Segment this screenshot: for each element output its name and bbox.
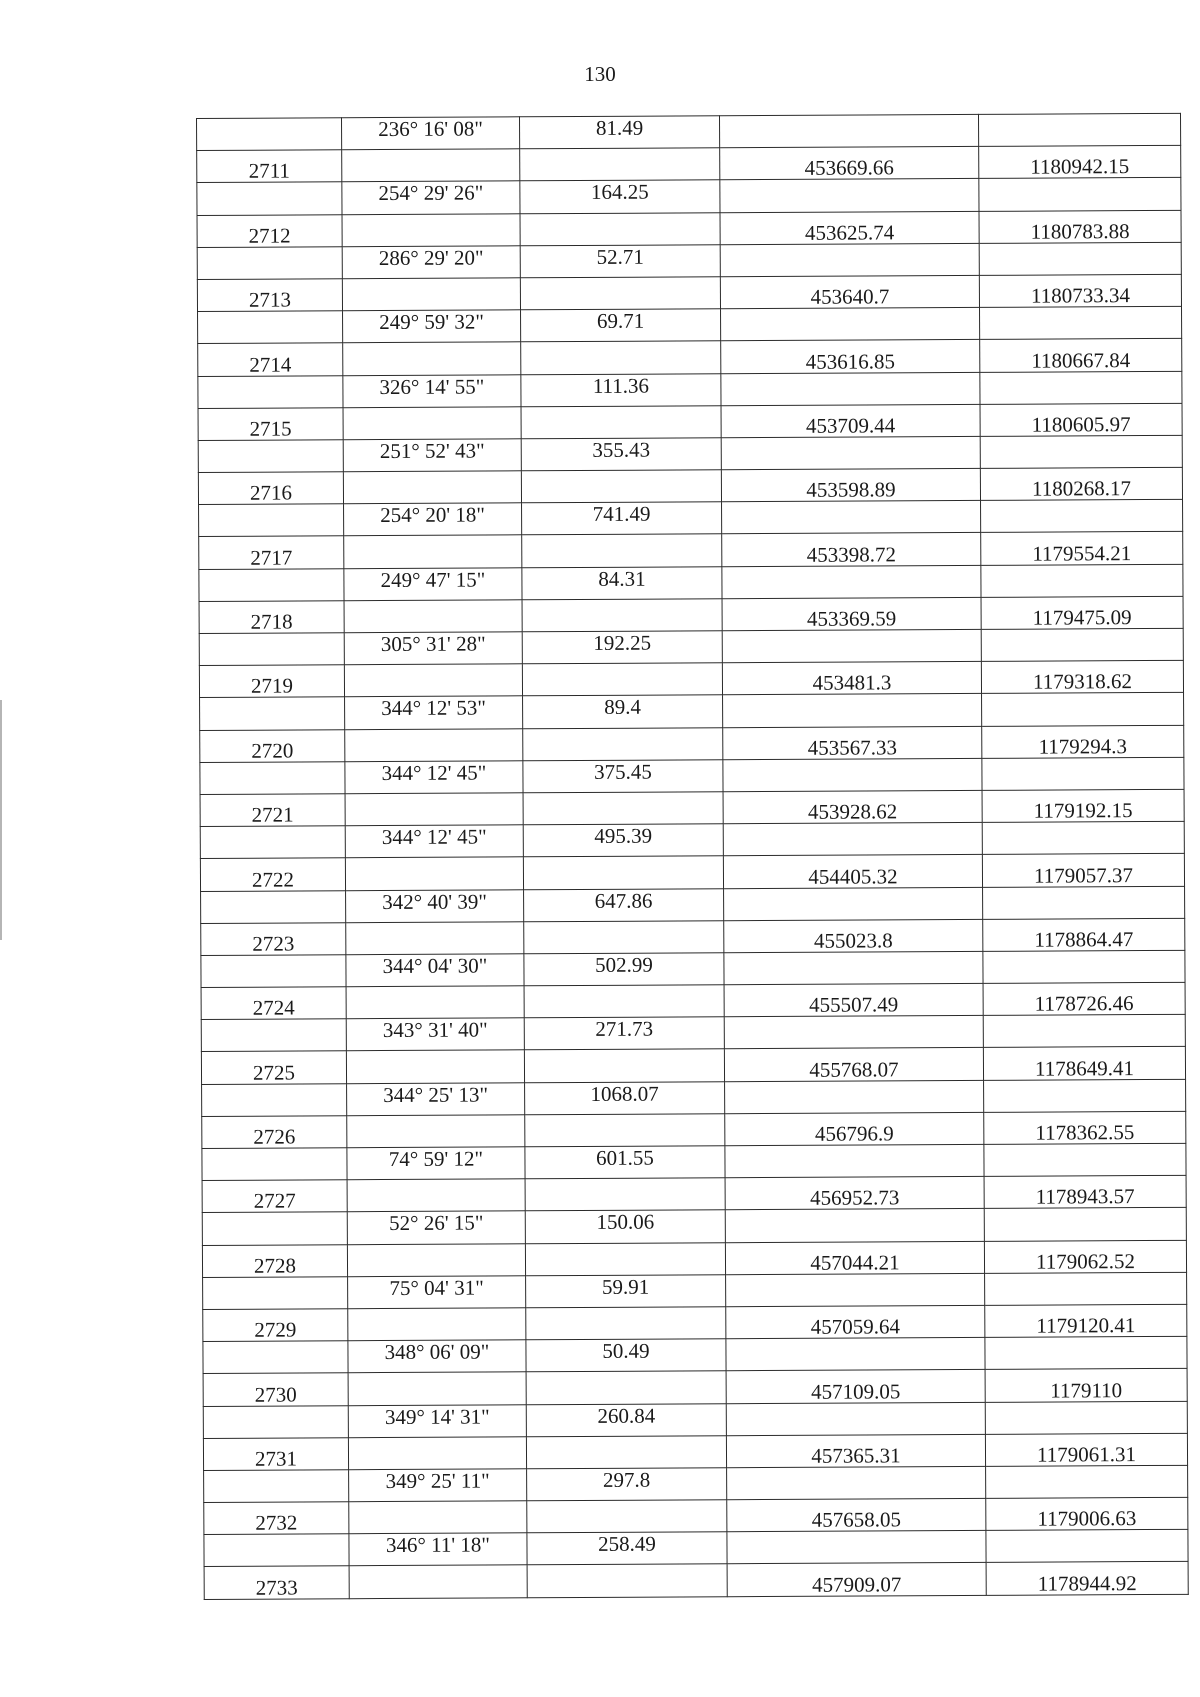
distance-cell bbox=[526, 1435, 726, 1468]
northing-cell: 457909.07 bbox=[727, 1563, 986, 1597]
easting-cell: 1178864.47 bbox=[983, 918, 1185, 951]
northing-cell: 453598.89 bbox=[721, 468, 980, 502]
distance-cell bbox=[522, 663, 722, 696]
table-row bbox=[200, 725, 1184, 762]
table-row bbox=[201, 886, 1185, 923]
table-row bbox=[202, 1208, 1186, 1245]
bearing-cell bbox=[343, 471, 521, 504]
point-cell: 2716 bbox=[198, 472, 343, 505]
bearing-cell: 249° 59' 32" bbox=[343, 310, 521, 343]
northing-cell bbox=[719, 114, 978, 148]
bearing-cell: 348° 06' 09" bbox=[348, 1340, 526, 1373]
easting-cell: 1179006.63 bbox=[986, 1497, 1188, 1530]
northing-cell: 456796.9 bbox=[725, 1112, 984, 1146]
point-cell bbox=[204, 1534, 349, 1567]
distance-cell bbox=[524, 920, 724, 953]
distance-cell bbox=[525, 1178, 725, 1211]
easting-cell: 1180667.84 bbox=[980, 339, 1182, 372]
northing-cell: 456952.73 bbox=[725, 1177, 984, 1211]
bearing-cell bbox=[348, 1308, 526, 1341]
northing-cell: 453616.85 bbox=[721, 340, 980, 374]
bearing-cell bbox=[344, 664, 522, 697]
northing-cell bbox=[727, 1531, 986, 1565]
table-row bbox=[200, 693, 1184, 730]
point-cell: 2723 bbox=[201, 922, 346, 955]
distance-cell bbox=[522, 534, 722, 567]
bearing-cell: 344° 04' 30" bbox=[346, 954, 524, 987]
table-row bbox=[202, 1176, 1186, 1213]
table-row bbox=[198, 435, 1182, 472]
point-cell bbox=[198, 375, 343, 408]
point-cell bbox=[197, 182, 342, 215]
northing-cell bbox=[723, 823, 982, 857]
distance-cell: 260.84 bbox=[526, 1403, 726, 1436]
distance-cell bbox=[523, 792, 723, 825]
point-cell: 2726 bbox=[202, 1116, 347, 1149]
easting-cell bbox=[981, 500, 1183, 533]
easting-cell bbox=[979, 178, 1181, 211]
point-cell bbox=[199, 504, 344, 537]
distance-cell bbox=[524, 1049, 724, 1082]
distance-cell bbox=[520, 212, 720, 245]
distance-cell bbox=[524, 985, 724, 1018]
distance-cell: 89.4 bbox=[523, 695, 723, 728]
northing-cell: 457658.05 bbox=[727, 1498, 986, 1532]
bearing-cell bbox=[345, 728, 523, 761]
point-cell bbox=[204, 1470, 349, 1503]
northing-cell: 457109.05 bbox=[726, 1370, 985, 1404]
point-cell: 2728 bbox=[202, 1244, 347, 1277]
distance-cell: 502.99 bbox=[524, 953, 724, 986]
northing-cell bbox=[720, 243, 979, 277]
bearing-cell: 349° 25' 11" bbox=[349, 1469, 527, 1502]
point-cell: 2724 bbox=[201, 987, 346, 1020]
northing-cell: 453369.59 bbox=[722, 597, 981, 631]
table-row bbox=[197, 113, 1181, 150]
table-row bbox=[202, 1240, 1186, 1277]
table-row bbox=[198, 403, 1182, 440]
distance-cell: 50.49 bbox=[526, 1339, 726, 1372]
table-row bbox=[199, 661, 1183, 698]
distance-cell bbox=[522, 599, 722, 632]
bearing-cell bbox=[342, 213, 520, 246]
point-cell bbox=[203, 1341, 348, 1374]
northing-cell: 453481.3 bbox=[722, 662, 981, 696]
table-row bbox=[199, 500, 1183, 537]
northing-cell: 453928.62 bbox=[723, 790, 982, 824]
bearing-cell: 349° 14' 31" bbox=[348, 1404, 526, 1437]
easting-cell bbox=[984, 1208, 1186, 1241]
bearing-cell: 75° 04' 31" bbox=[348, 1276, 526, 1309]
easting-cell: 1178944.92 bbox=[986, 1562, 1188, 1595]
point-cell: 2732 bbox=[204, 1502, 349, 1535]
table-row bbox=[200, 789, 1184, 826]
point-cell: 2711 bbox=[197, 150, 342, 183]
table-row bbox=[201, 950, 1185, 987]
distance-cell bbox=[521, 470, 721, 503]
point-cell: 2719 bbox=[199, 665, 344, 698]
bearing-cell bbox=[347, 1243, 525, 1276]
point-cell bbox=[201, 1019, 346, 1052]
table-row bbox=[202, 1111, 1186, 1148]
point-cell bbox=[199, 633, 344, 666]
northing-cell: 453398.72 bbox=[722, 533, 981, 567]
scan-edge-mark bbox=[0, 700, 2, 940]
easting-cell bbox=[980, 435, 1182, 468]
easting-cell: 1178649.41 bbox=[983, 1047, 1185, 1080]
northing-cell bbox=[724, 887, 983, 921]
bearing-cell bbox=[349, 1565, 527, 1598]
point-cell: 2715 bbox=[198, 407, 343, 440]
point-cell: 2720 bbox=[200, 729, 345, 762]
bearing-cell bbox=[347, 1179, 525, 1212]
bearing-cell bbox=[342, 149, 520, 182]
table-row bbox=[203, 1304, 1187, 1341]
table-row bbox=[203, 1272, 1187, 1309]
distance-cell bbox=[527, 1500, 727, 1533]
point-cell bbox=[201, 890, 346, 923]
northing-cell: 453625.74 bbox=[720, 211, 979, 245]
bearing-cell bbox=[346, 986, 524, 1019]
table-row bbox=[199, 628, 1183, 665]
northing-cell bbox=[721, 372, 980, 406]
bearing-cell bbox=[349, 1501, 527, 1534]
table-row bbox=[199, 532, 1183, 569]
easting-cell bbox=[980, 371, 1182, 404]
easting-cell bbox=[986, 1530, 1188, 1563]
northing-cell: 457365.31 bbox=[726, 1434, 985, 1468]
northing-cell: 457044.21 bbox=[725, 1241, 984, 1275]
northing-cell bbox=[722, 629, 981, 663]
bearing-cell bbox=[346, 1050, 524, 1083]
bearing-cell: 344° 25' 13" bbox=[347, 1082, 525, 1115]
page-number: 130 bbox=[584, 62, 616, 86]
distance-cell bbox=[525, 1242, 725, 1275]
table-row bbox=[200, 821, 1184, 858]
easting-cell bbox=[983, 950, 1185, 983]
northing-cell: 453567.33 bbox=[723, 726, 982, 760]
easting-cell bbox=[982, 693, 1184, 726]
bearing-cell: 254° 29' 26" bbox=[342, 181, 520, 214]
easting-cell: 1179062.52 bbox=[984, 1240, 1186, 1273]
point-cell: 2731 bbox=[203, 1437, 348, 1470]
easting-cell: 1179061.31 bbox=[985, 1433, 1187, 1466]
table-row bbox=[198, 371, 1182, 408]
distance-cell bbox=[526, 1307, 726, 1340]
point-cell: 2721 bbox=[200, 794, 345, 827]
distance-cell: 375.45 bbox=[523, 760, 723, 793]
distance-cell: 495.39 bbox=[523, 824, 723, 857]
easting-cell bbox=[979, 242, 1181, 275]
point-cell bbox=[200, 761, 345, 794]
table-row bbox=[197, 178, 1181, 215]
bearing-cell bbox=[343, 342, 521, 375]
table-row bbox=[197, 146, 1181, 183]
distance-cell bbox=[527, 1564, 727, 1597]
bearing-cell bbox=[348, 1372, 526, 1405]
table-row bbox=[201, 918, 1185, 955]
northing-cell: 453709.44 bbox=[721, 404, 980, 438]
easting-cell: 1178943.57 bbox=[984, 1176, 1186, 1209]
point-cell bbox=[202, 1083, 347, 1116]
distance-cell bbox=[520, 148, 720, 181]
bearing-cell bbox=[347, 1115, 525, 1148]
easting-cell bbox=[980, 306, 1182, 339]
table-row bbox=[198, 467, 1182, 504]
distance-cell: 601.55 bbox=[525, 1146, 725, 1179]
bearing-cell: 249° 47' 15" bbox=[344, 567, 522, 600]
northing-cell bbox=[725, 1209, 984, 1243]
distance-cell bbox=[521, 405, 721, 438]
table-row bbox=[199, 596, 1183, 633]
bearing-cell: 343° 31' 40" bbox=[346, 1018, 524, 1051]
point-cell: 2718 bbox=[199, 601, 344, 634]
easting-cell: 1180605.97 bbox=[980, 403, 1182, 436]
table-row bbox=[197, 210, 1181, 247]
point-cell: 2725 bbox=[201, 1051, 346, 1084]
distance-cell: 355.43 bbox=[521, 438, 721, 471]
table-row bbox=[200, 757, 1184, 794]
point-cell bbox=[200, 826, 345, 859]
point-cell: 2714 bbox=[198, 343, 343, 376]
bearing-cell bbox=[343, 406, 521, 439]
distance-cell: 150.06 bbox=[525, 1210, 725, 1243]
easting-cell bbox=[981, 628, 1183, 661]
bearing-cell: 236° 16' 08" bbox=[342, 117, 520, 150]
easting-cell bbox=[982, 757, 1184, 790]
bearing-cell bbox=[345, 857, 523, 890]
bearing-cell bbox=[344, 600, 522, 633]
bearing-cell: 344° 12' 45" bbox=[345, 761, 523, 794]
easting-cell: 1180783.88 bbox=[979, 210, 1181, 243]
table-row bbox=[202, 1143, 1186, 1180]
easting-cell bbox=[985, 1272, 1187, 1305]
northing-cell: 455023.8 bbox=[724, 919, 983, 953]
table-row bbox=[200, 854, 1184, 891]
northing-cell bbox=[724, 951, 983, 985]
easting-cell: 1179318.62 bbox=[981, 661, 1183, 694]
distance-cell: 258.49 bbox=[527, 1532, 727, 1565]
northing-cell: 457059.64 bbox=[726, 1305, 985, 1339]
distance-cell bbox=[523, 856, 723, 889]
table-row bbox=[203, 1369, 1187, 1406]
bearing-cell: 254° 20' 18" bbox=[344, 503, 522, 536]
distance-cell: 84.31 bbox=[522, 566, 722, 599]
northing-cell bbox=[722, 565, 981, 599]
point-cell bbox=[197, 246, 342, 279]
point-cell: 2722 bbox=[200, 858, 345, 891]
table-row bbox=[204, 1562, 1188, 1599]
table-row bbox=[198, 306, 1182, 343]
distance-cell bbox=[520, 277, 720, 310]
northing-cell bbox=[721, 308, 980, 342]
northing-cell: 453640.7 bbox=[720, 275, 979, 309]
easting-cell bbox=[985, 1401, 1187, 1434]
easting-cell bbox=[982, 821, 1184, 854]
table-row bbox=[201, 1015, 1185, 1052]
northing-cell: 455507.49 bbox=[724, 983, 983, 1017]
table-row bbox=[197, 242, 1181, 279]
easting-cell bbox=[983, 1015, 1185, 1048]
bearing-cell: 326° 14' 55" bbox=[343, 374, 521, 407]
easting-cell: 1179192.15 bbox=[982, 789, 1184, 822]
bearing-cell: 52° 26' 15" bbox=[347, 1211, 525, 1244]
point-cell bbox=[198, 311, 343, 344]
distance-cell: 164.25 bbox=[520, 180, 720, 213]
distance-cell: 647.86 bbox=[524, 888, 724, 921]
easting-cell: 1179294.3 bbox=[982, 725, 1184, 758]
table-row bbox=[203, 1401, 1187, 1438]
distance-cell bbox=[521, 341, 721, 374]
northing-cell bbox=[723, 694, 982, 728]
point-cell bbox=[200, 697, 345, 730]
easting-cell bbox=[983, 886, 1185, 919]
bearing-cell: 344° 12' 45" bbox=[345, 825, 523, 858]
point-cell: 2717 bbox=[199, 536, 344, 569]
northing-cell bbox=[721, 436, 980, 470]
point-cell: 2713 bbox=[197, 279, 342, 312]
distance-cell: 111.36 bbox=[521, 373, 721, 406]
distance-cell: 741.49 bbox=[522, 502, 722, 535]
table-row bbox=[204, 1465, 1188, 1502]
distance-cell: 297.8 bbox=[527, 1468, 727, 1501]
bearing-cell: 344° 12' 53" bbox=[345, 696, 523, 729]
distance-cell: 1068.07 bbox=[525, 1081, 725, 1114]
distance-cell: 271.73 bbox=[524, 1017, 724, 1050]
table-row bbox=[202, 1079, 1186, 1116]
point-cell: 2729 bbox=[203, 1309, 348, 1342]
distance-cell: 52.71 bbox=[520, 245, 720, 278]
northing-cell bbox=[725, 1080, 984, 1114]
northing-cell: 454405.32 bbox=[723, 855, 982, 889]
point-cell: 2733 bbox=[204, 1566, 349, 1599]
northing-cell bbox=[720, 179, 979, 213]
bearing-cell bbox=[346, 921, 524, 954]
northing-cell bbox=[726, 1338, 985, 1372]
easting-cell: 1178726.46 bbox=[983, 982, 1185, 1015]
northing-cell bbox=[722, 501, 981, 535]
point-cell bbox=[197, 118, 342, 151]
easting-cell bbox=[981, 564, 1183, 597]
easting-cell: 1179120.41 bbox=[985, 1304, 1187, 1337]
table-body bbox=[197, 113, 1189, 1599]
point-cell bbox=[198, 440, 343, 473]
distance-cell bbox=[526, 1371, 726, 1404]
table-row bbox=[199, 564, 1183, 601]
point-cell bbox=[199, 568, 344, 601]
table-row bbox=[203, 1433, 1187, 1470]
bearing-cell: 342° 40' 39" bbox=[346, 889, 524, 922]
easting-cell: 1179110 bbox=[985, 1369, 1187, 1402]
easting-cell bbox=[978, 113, 1180, 146]
point-cell bbox=[202, 1212, 347, 1245]
easting-cell: 1178362.55 bbox=[984, 1111, 1186, 1144]
point-cell bbox=[203, 1276, 348, 1309]
northing-cell: 453669.66 bbox=[720, 147, 979, 181]
distance-cell bbox=[523, 727, 723, 760]
point-cell bbox=[201, 955, 346, 988]
easting-cell: 1180942.15 bbox=[979, 146, 1181, 179]
northing-cell bbox=[727, 1466, 986, 1500]
bearing-cell: 74° 59' 12" bbox=[347, 1147, 525, 1180]
table-row bbox=[201, 1047, 1185, 1084]
northing-cell bbox=[725, 1144, 984, 1178]
easting-cell: 1179475.09 bbox=[981, 596, 1183, 629]
table-row bbox=[204, 1497, 1188, 1534]
bearing-cell bbox=[342, 278, 520, 311]
bearing-cell bbox=[348, 1436, 526, 1469]
easting-cell bbox=[985, 1336, 1187, 1369]
northing-cell bbox=[724, 1016, 983, 1050]
easting-cell: 1180733.34 bbox=[979, 274, 1181, 307]
easting-cell: 1180268.17 bbox=[980, 467, 1182, 500]
table-row bbox=[204, 1530, 1188, 1567]
northing-cell bbox=[723, 758, 982, 792]
point-cell: 2730 bbox=[203, 1373, 348, 1406]
bearing-cell: 251° 52' 43" bbox=[343, 439, 521, 472]
distance-cell: 69.71 bbox=[521, 309, 721, 342]
point-cell bbox=[202, 1148, 347, 1181]
northing-cell: 455768.07 bbox=[724, 1048, 983, 1082]
point-cell: 2712 bbox=[197, 214, 342, 247]
point-cell: 2727 bbox=[202, 1180, 347, 1213]
easting-cell: 1179057.37 bbox=[982, 854, 1184, 887]
northing-cell bbox=[726, 1402, 985, 1436]
bearing-cell bbox=[344, 535, 522, 568]
survey-coordinates-table bbox=[196, 113, 1189, 1600]
distance-cell bbox=[525, 1114, 725, 1147]
table-row bbox=[203, 1336, 1187, 1373]
northing-cell bbox=[726, 1273, 985, 1307]
easting-cell bbox=[984, 1079, 1186, 1112]
bearing-cell: 286° 29' 20" bbox=[342, 246, 520, 279]
distance-cell: 81.49 bbox=[519, 116, 719, 149]
distance-cell: 192.25 bbox=[522, 631, 722, 664]
bearing-cell: 346° 11' 18" bbox=[349, 1533, 527, 1566]
table-row bbox=[198, 339, 1182, 376]
easting-cell bbox=[986, 1465, 1188, 1498]
easting-cell bbox=[984, 1143, 1186, 1176]
table-row bbox=[201, 982, 1185, 1019]
bearing-cell: 305° 31' 28" bbox=[344, 632, 522, 665]
bearing-cell bbox=[345, 793, 523, 826]
distance-cell: 59.91 bbox=[526, 1274, 726, 1307]
easting-cell: 1179554.21 bbox=[981, 532, 1183, 565]
table-row bbox=[197, 274, 1181, 311]
point-cell bbox=[203, 1405, 348, 1438]
